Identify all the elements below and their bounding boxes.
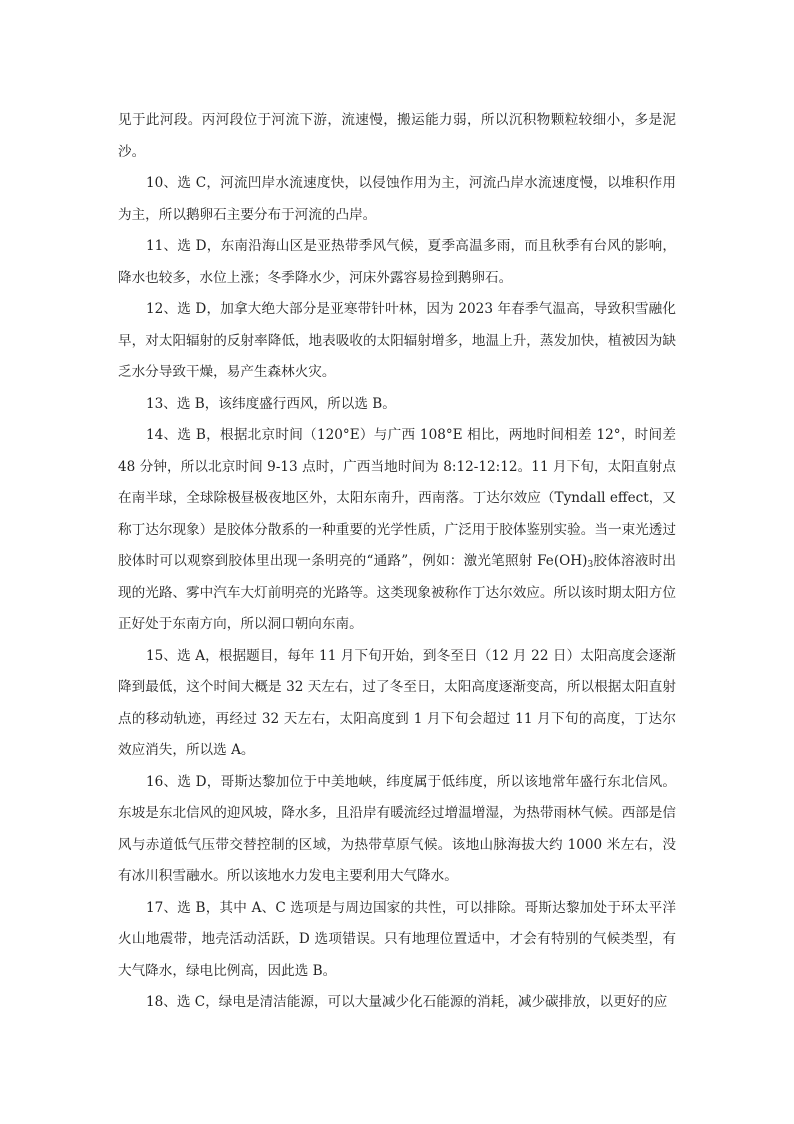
answer-12: 12、选 D，加拿大绝大部分是亚寒带针叶林，因为 2023 年春季气温高，导致积雪融化早，对太阳辐射的反射率降低，地表吸收的太阳辐射增多，地温上升，蒸发加快，植被因为缺乏水分导致干燥，易产生森林火灾。 xyxy=(118,301,676,380)
answer-10: 10、选 C，河流凹岸水流速度快，以侵蚀作用为主，河流凸岸水流速度慢，以堆积作用为主，所以鹅卵石主要分布于河流的凸岸。 xyxy=(118,175,676,223)
answer-16: 16、选 D，哥斯达黎加位于中美地峡，纬度属于低纬度，所以该地常年盛行东北信风。东坡是东北信风的迎风坡，降水多，且沿岸有暖流经过增温增湿，为热带雨林气候。西部是信风与赤道低气压带交替控制的区域，为热带草原气候。该地山脉海拔大约 1000 米左右，没有冰川积雪融水。所以该地水力发电主要利用大气降水。 xyxy=(118,773,676,884)
answer-11: 11、选 D，东南沿海山区是亚热带季风气候，夏季高温多雨，而且秋季有台风的影响，降水也较多，水位上涨；冬季降水少，河床外露容易捡到鹅卵石。 xyxy=(118,238,676,286)
answer-13: 13、选 B，该纬度盛行西风，所以选 B。 xyxy=(146,395,396,412)
answer-15: 15、选 A，根据题目，每年 11 月下旬开始，到冬至日（12 月 22 日）太阳高度会逐渐降到最低，这个时间大概是 32 天左右，过了冬至日，太阳高度逐渐变高，所以根据太阳直射点的移动轨迹，再经过 32 天左右，太阳高度到 1 月下旬会超过 11 月下旬的高度，丁达尔效应消失，所以选 A。 xyxy=(118,647,676,758)
answer-14-text: 14、选 B，根据北京时间（120°E）与广西 108°E 相比，两地时间相差 12°，时间差 48 分钟，所以北京时间 9-13 点时，广西当地时间为 8:12-12:12。11 月下旬，太阳直射点在南半球，全球除极昼极夜地区外，太阳东南升，西南落。丁达尔效应（Tyndall effect，又称丁达尔现象）是胶体分散系的一种重要的光学性质，广泛用于胶体鉴别实验。当一束光透过胶体时可以观察到胶体里出现一条明亮的“通路”，例如：激光笔照射 Fe(OH) xyxy=(118,427,676,569)
answer-18: 18、选 C，绿电是清洁能源，可以大量减少化石能源的消耗，减少碳排放，以更好的应 xyxy=(146,994,668,1010)
answer-14-subscript: 3 xyxy=(587,560,594,570)
answer-14 xyxy=(118,420,676,641)
answer-17: 17、选 B，其中 A、C 选项是与周边国家的共性，可以排除。哥斯达黎加处于环太平洋火山地震带，地壳活动活跃，D 选项错误。只有地理位置适中，才会有特别的气候类型，有大气降水，绿电比例高，因此选 B。 xyxy=(118,899,676,979)
answer-14-tail: 胶体溶液时出现的光路、雾中汽车大灯前明亮的光路等。这类现象被称作丁达尔效应。所以该时期太阳方位正好处于东南方向，所以洞口朝向东南。 xyxy=(118,553,677,632)
paragraph-continuation: 见于此河段。丙河段位于河流下游，流速慢，搬运能力弱，所以沉积物颗粒较细小，多是泥沙。 xyxy=(118,112,676,160)
